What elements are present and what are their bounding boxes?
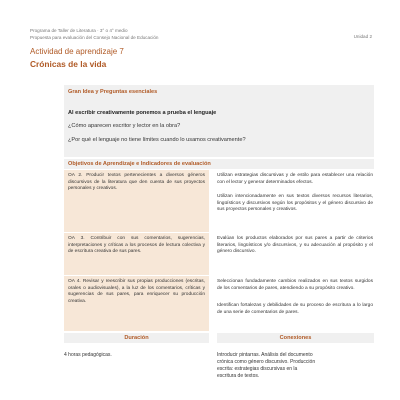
page-title: Crónicas de la vida (30, 59, 107, 69)
connections-heading: Conexiones (217, 333, 374, 343)
unit-label: Unidad 2 (353, 34, 372, 39)
big-idea-heading: Gran Idea y Preguntas esenciales (68, 89, 158, 95)
document-header (30, 28, 158, 41)
objectives-heading: Objetivos de Aprendizaje e Indicadores de evaluación (64, 159, 374, 169)
big-idea-statement: Al escribir creativamente ponemos a prueba el lenguaje (68, 110, 217, 116)
objective-oa3: OA 3. Contribuir con sus comentarios, sugerencias, interpretaciones y críticas a los procesos de lectura colectiva y de escritura creativa de sus pares. (68, 236, 205, 255)
duration-heading: Duración (64, 333, 209, 343)
activity-label: Actividad de aprendizaje 7 (30, 47, 124, 56)
big-idea-box (64, 85, 374, 157)
connections-value: Introducir pintarras. Análisis del documento crónica como género discursivo. Producción escrita: estrategias discursivas en la escritura de textos. (217, 352, 316, 379)
objective-oa4: OA 4. Revisar y reescribir sus propias producciones (escritas, orales o audiovisuales), a la luz de los comentarios, críticas y sugerencias de sus pares, para enriquecer su producción creativa. (68, 279, 205, 304)
indicator: Utilizan estrategias discursivas y de estilo para establecer una relación con el lector y generar determinados efectos. (217, 173, 373, 185)
indicator: Seleccionan fundadamente cambios realizados en sus textos surgidos de los comentarios de pares, atendiendo a su propósito creativo. (217, 279, 373, 291)
indicator: Evalúan los productos elaborados por sus pares a partir de criterios literarios, lingüísticos y/o discursivos, y su adecuación al propósito y el género discursivo. (217, 236, 373, 255)
essential-question-2: ¿Por qué el lenguaje no tiene límites cuando lo usamos creativamente? (68, 137, 246, 143)
duration-value: 4 horas pedagógicas. (64, 352, 112, 358)
essential-question-1: ¿Cómo aparecen escritor y lector en la obra? (68, 123, 181, 129)
header-proposal: Propuesta para evaluación del Consejo Nacional de Educación (30, 34, 159, 40)
indicator: Utilizan intencionadamente en sus textos diversos recursos literarios, lingüísticos y discursivos según los propósitos y el género discursivo de sus proyectos personales y creativos. (217, 194, 373, 213)
objective-oa2: OA 2. Producir textos pertenecientes a diversos géneros discursivos de la literatura que den cuenta de sus proyectos personales y creativos. (68, 173, 205, 192)
indicator: Identifican fortalezas y debilidades de su proceso de escritura a lo largo de una serie de comentarios de pares. (217, 303, 373, 315)
header-program: Programa de Taller de Literatura · 3° o 4° medio (30, 28, 128, 33)
